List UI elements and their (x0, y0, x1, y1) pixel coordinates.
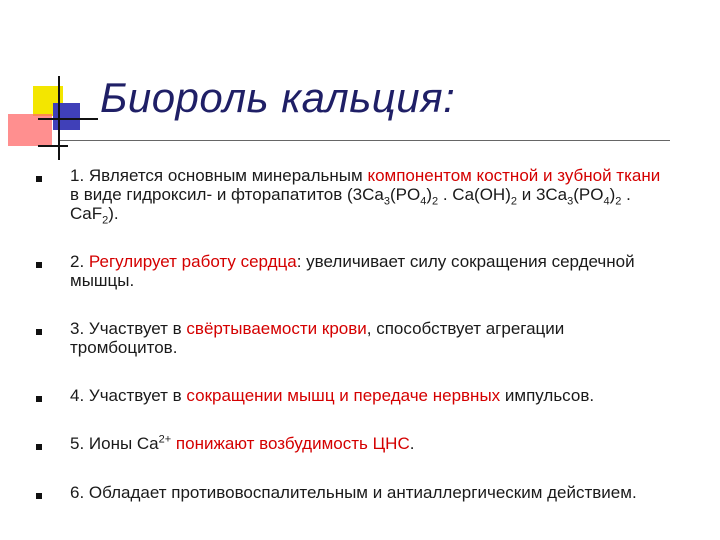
list-item: 2. Регулирует работу сердца: увеличивает силу сокращения сердечной мышцы. (70, 252, 635, 290)
title-underline (60, 140, 670, 141)
title-colon: : (443, 74, 456, 121)
slide-title (100, 74, 455, 122)
list-item: 3. Участвует в свёртываемости крови, способствует агрегации тромбоцитов. (70, 319, 565, 357)
bullet-icon (36, 493, 42, 499)
list-item: 6. Обладает противовоспалительным и антиаллергическим действием. (70, 483, 637, 502)
list-item: 1. Является основным минеральным компонентом костной и зубной ткани в виде гидроксил- и фторапатитов ($3Ca_3(PO_4)_2$ . $Ca(OH)_2$ и $3Ca_3(PO_4)_2$ . CaF$_2$). (70, 166, 661, 227)
bullet-icon (36, 329, 42, 335)
title-text: Биороль кальция (100, 74, 444, 121)
bullet-icon (36, 262, 42, 268)
list-item: 5. Ионы $Ca^{2+}$ понижают возбудимость ЦНС. (70, 433, 415, 453)
horizontal-line (38, 145, 68, 147)
bullet-icon (36, 396, 42, 402)
list-item: 4. Участвует в сокращении мышц и передаче нервных импульсов. (70, 386, 595, 405)
horizontal-line (38, 118, 98, 120)
bullet-icon (36, 444, 42, 450)
bullet-icon (36, 176, 42, 182)
slide-logo-decoration (0, 0, 110, 160)
